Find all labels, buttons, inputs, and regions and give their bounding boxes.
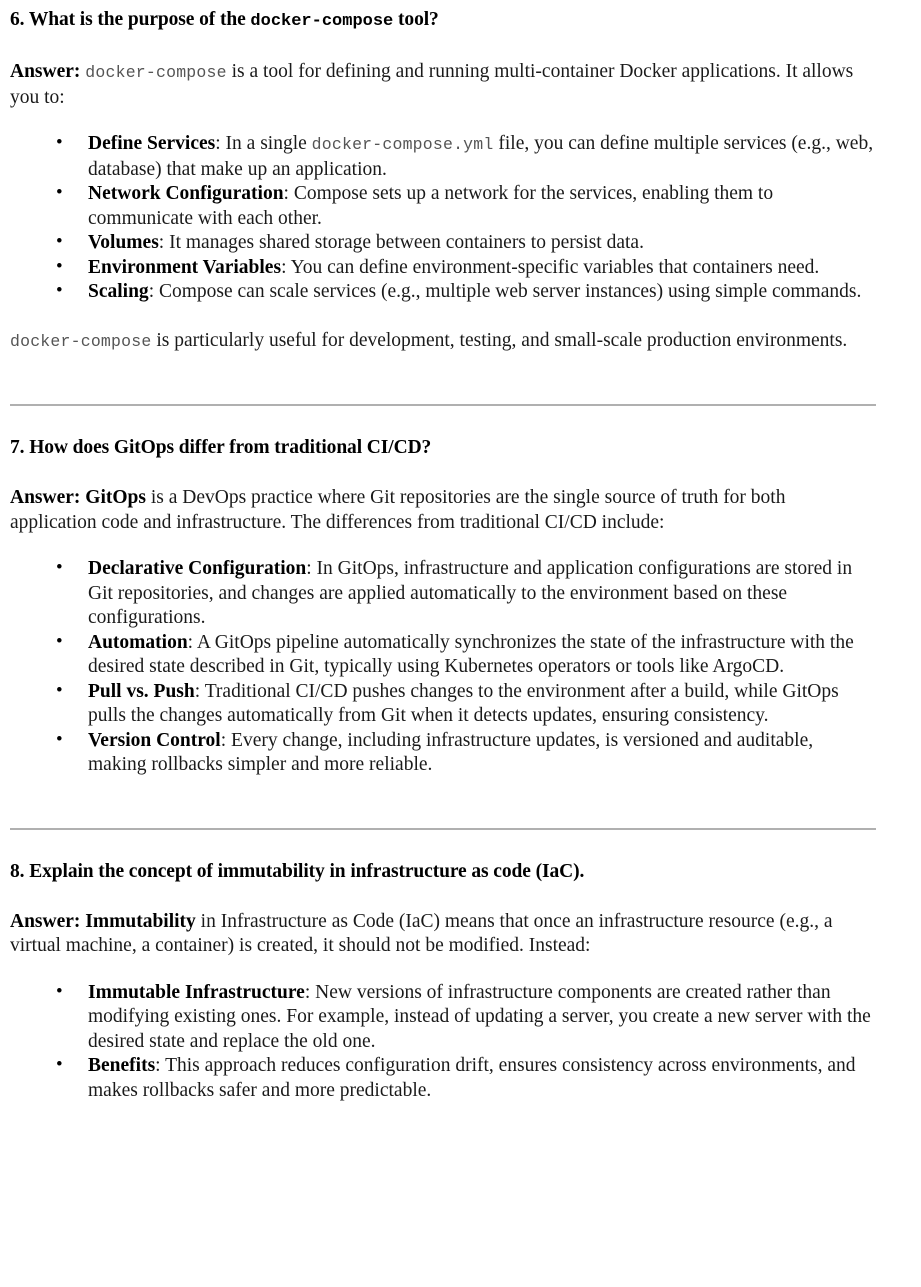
bullet-lead: Version Control <box>88 729 221 751</box>
answer-paragraph-8 <box>10 910 876 959</box>
answer-label-6: Answer: <box>10 61 81 82</box>
qa-section-8 <box>10 860 876 1104</box>
inline-code-docker-compose-yml: docker-compose.yml <box>311 135 494 154</box>
spacer <box>10 406 876 436</box>
list-item <box>10 1054 876 1103</box>
bullet-lead: Immutable Infrastructure <box>88 981 305 1003</box>
answer-label-8: Answer: <box>10 910 86 932</box>
bullet-text: : Traditional CI/CD pushes changes to the environment after a build, while GitOps pulls the changes automatically from Git when it detects updates, ensuring consistency. <box>88 680 839 726</box>
bullet-list-7 <box>10 557 876 778</box>
qa-section-7 <box>10 436 876 778</box>
answer-paragraph-7 <box>10 486 876 535</box>
spacer <box>10 354 876 404</box>
answer-text-8: in Infrastructure as Code (IaC) means that once an infrastructure resource (e.g., a virtual machine, a container) is created, it should not be modified. Instead: <box>10 910 833 956</box>
question-heading-7: 7. How does GitOps differ from traditional CI/CD? <box>10 437 432 458</box>
answer-lead-7: GitOps <box>85 487 146 508</box>
bullet-lead: Declarative Configuration <box>88 558 307 579</box>
bullet-text: : New versions of infrastructure components are created rather than modifying existing ones. For example, instead of updating a server, you create a new server with the desired state and replace the old one. <box>88 981 871 1052</box>
bullet-text: : This approach reduces configuration drift, ensures consistency across environments, and makes rollbacks safer and more predictable. <box>88 1055 856 1101</box>
answer-text-6: is a tool for defining and running multi-container Docker applications. It allows you to: <box>10 61 854 108</box>
list-item <box>10 280 876 305</box>
list-item <box>10 680 876 729</box>
list-item <box>10 557 876 631</box>
question-heading-6 <box>10 8 876 34</box>
question-prefix-6: 6. What is the purpose of the <box>10 9 251 30</box>
inline-code-docker-compose-body: docker-compose <box>85 63 227 82</box>
answer-text-7: is a DevOps practice where Git repositories are the single source of truth for both application code and infrastructure. The differences from traditional CI/CD include: <box>10 487 786 533</box>
list-item <box>10 631 876 680</box>
bullet-lead: Define Services <box>88 133 216 154</box>
question-suffix-6: tool? <box>393 9 439 30</box>
answer-label-7: Answer: <box>10 487 86 508</box>
closing-text-6: is particularly useful for development, testing, and small-scale production environments. <box>151 329 848 351</box>
list-item <box>10 981 876 1055</box>
bullet-lead: Environment Variables <box>88 256 282 278</box>
inline-code-docker-compose-closing: docker-compose <box>10 331 152 351</box>
bullet-text: : Compose sets up a network for the services, enabling them to communicate with each other. <box>88 183 774 229</box>
bullet-text: : In GitOps, infrastructure and application configurations are stored in Git repositories, and changes are applied automatically to the environment based on these configurations. <box>88 558 853 628</box>
bullet-lead: Volumes <box>88 232 159 253</box>
answer-paragraph-6 <box>10 60 876 110</box>
answer-lead-8: Immutability <box>85 910 196 932</box>
qa-section-6 <box>10 8 876 354</box>
bullet-text: : You can define environment-specific variables that containers need. <box>281 256 820 278</box>
spacer <box>10 778 876 828</box>
bullet-lead: Pull vs. Push <box>88 680 195 702</box>
question-heading-8: 8. Explain the concept of immutability in infrastructure as code (IaC). <box>10 860 585 882</box>
bullet-text: : It manages shared storage between containers to persist data. <box>158 232 644 253</box>
bullet-lead: Benefits <box>88 1055 156 1076</box>
bullet-text: : Compose can scale services (e.g., multiple web server instances) using simple commands. <box>148 281 862 302</box>
bullet-list-6 <box>10 132 876 305</box>
closing-paragraph-6 <box>10 329 876 355</box>
inline-code-docker-compose: docker-compose <box>250 12 394 31</box>
bullet-text: : Every change, including infrastructure updates, is versioned and auditable, making rollbacks simpler and more reliable. <box>88 729 814 775</box>
bullet-text: : A GitOps pipeline automatically synchronizes the state of the infrastructure with the desired state described in Git, typically using Kubernetes operators or tools like ArgoCD. <box>88 631 854 677</box>
list-item <box>10 182 876 231</box>
list-item <box>10 729 876 778</box>
bullet-lead: Scaling <box>88 281 149 302</box>
list-item <box>10 132 876 182</box>
spacer <box>10 830 876 860</box>
list-item <box>10 256 876 281</box>
bullet-list-8 <box>10 981 876 1104</box>
bullet-text-after-code: file, you can define multiple services (e.g., web, database) that make up an application. <box>88 133 874 180</box>
bullet-text-before-code: : In a single <box>215 133 312 154</box>
list-item <box>10 231 876 256</box>
bullet-lead: Network Configuration <box>88 183 284 204</box>
bullet-lead: Automation <box>88 631 188 653</box>
